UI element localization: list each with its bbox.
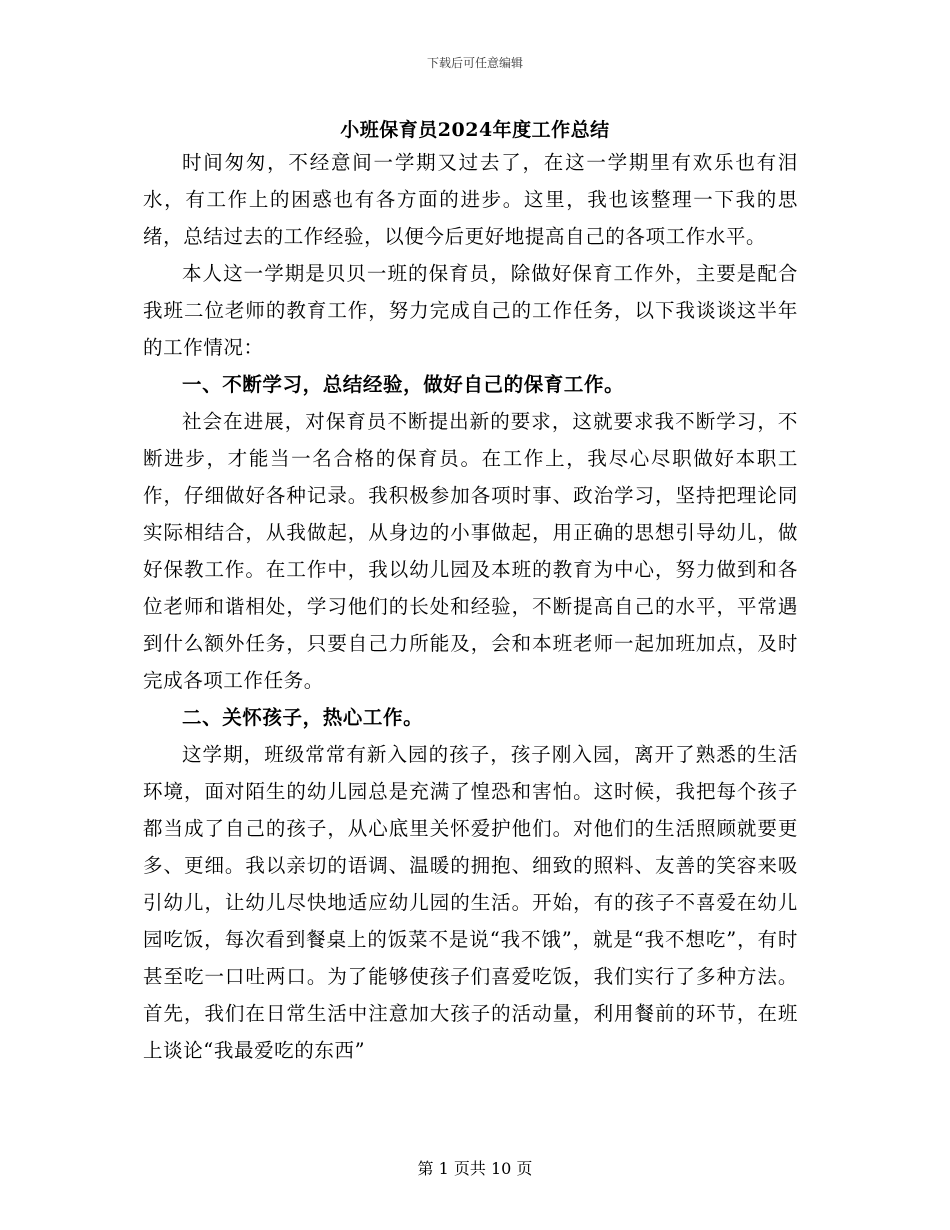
- paragraph-intro: 时间匆匆，不经意间一学期又过去了，在这一学期里有欢乐也有泪水，有工作上的困惑也有各方面的进步。这里，我也该整理一下我的思绪，总结过去的工作经验，以便今后更好地提高自己的各项工作水平。: [143, 151, 798, 248]
- page-number-footer: 第 1 页共 10 页: [417, 1159, 533, 1178]
- paragraph-section-1: 社会在进展，对保育员不断提出新的要求，这就要求我不断学习，不断进步，才能当一名合格的保育员。在工作上，我尽心尽职做好本职工作，仔细做好各种记录。我积极参加各项时事、政治学习，坚持把理论同实际相结合，从我做起，从身边的小事做起，用正确的思想引导幼儿，做好保教工作。在工作中，我以幼儿园及本班的教育为中心，努力做到和各位老师和谐相处，学习他们的长处和经验，不断提高自己的水平，平常遇到什么额外任务，只要自己力所能及，会和本班老师一起加班加点，及时完成各项工作任务。: [143, 410, 798, 692]
- section-heading-2: 二、关怀孩子，热心工作。: [182, 706, 424, 729]
- paragraph-section-2: 这学期，班级常常有新入园的孩子，孩子刚入园，离开了熟悉的生活环境，面对陌生的幼儿园总是充满了惶恐和害怕。这时候，我把每个孩子都当成了自己的孩子，从心底里关怀爱护他们。对他们的生活照顾就要更多、更细。我以亲切的语调、温暖的拥抱、细致的照料、友善的笑容来吸引幼儿，让幼儿尽快地适应幼儿园的生活。开始，有的孩子不喜爱在幼儿园吃饭，每次看到餐桌上的饭菜不是说“我不饿”，就是“我不想吃”，有时甚至吃一口吐两口。为了能够使孩子们喜爱吃饭，我们实行了多种方法。首先，我们在日常生活中注意加大孩子的活动量，利用餐前的环节，在班上谈论“我最爱吃的东西”: [143, 743, 798, 1062]
- section-heading-1: 一、不断学习，总结经验，做好自己的保育工作。: [182, 373, 625, 396]
- paragraph-role: 本人这一学期是贝贝一班的保育员，除做好保育工作外，主要是配合我班二位老师的教育工作，努力完成自己的工作任务，以下我谈谈这半年的工作情况：: [143, 262, 798, 359]
- page-header-note: 下载后可任意编辑: [426, 56, 523, 70]
- document-title: 小班保育员2024年度工作总结: [340, 119, 610, 141]
- document-body: [143, 144, 798, 1069]
